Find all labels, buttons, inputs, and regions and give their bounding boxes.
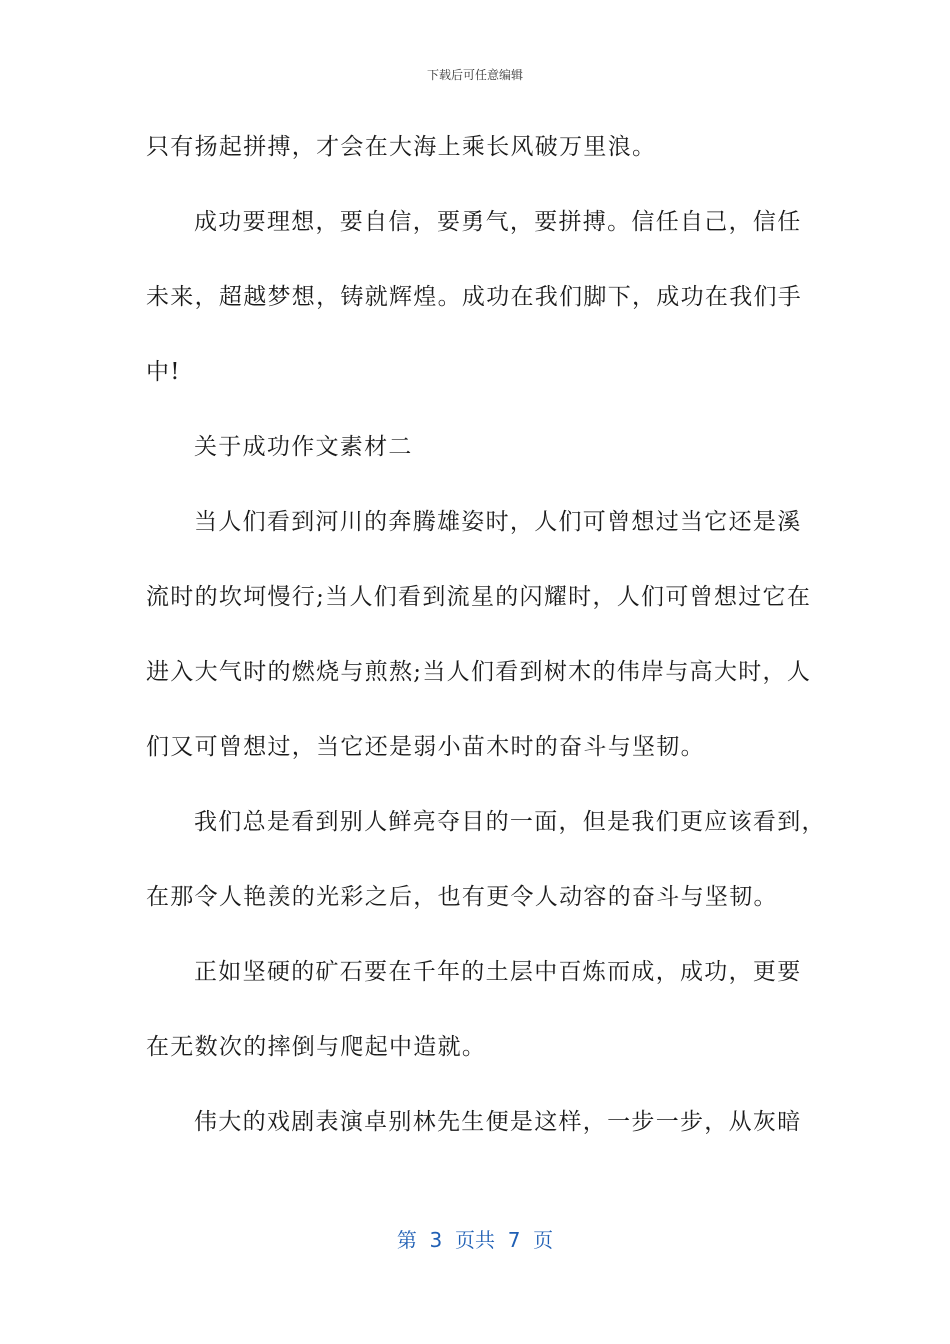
- text-line: 们又可曾想过，当它还是弱小苗木时的奋斗与坚韧。: [146, 734, 705, 760]
- text-line: 只有扬起拼搏，才会在大海上乘长风破万里浪。: [146, 134, 657, 160]
- text-line: 我们总是看到别人鲜亮夺目的一面，但是我们更应该看到，: [194, 809, 826, 835]
- text-line: 进入大气时的燃烧与煎熬;当人们看到树木的伟岸与高大时，人: [146, 659, 812, 685]
- page-header-note: 下载后可任意编辑: [426, 68, 523, 82]
- text-line: 在那令人艳羡的光彩之后，也有更令人动容的奋斗与坚韧。: [146, 884, 778, 910]
- text-line: 在无数次的摔倒与爬起中造就。: [146, 1034, 487, 1060]
- text-line: 伟大的戏剧表演卓别林先生便是这样，一步一步，从灰暗: [194, 1109, 802, 1135]
- page-number: 第 3 页共 7 页: [396, 1228, 554, 1252]
- text-line: 中!: [146, 359, 181, 385]
- text-line: 当人们看到河川的奔腾雄姿时，人们可曾想过当它还是溪: [194, 509, 802, 535]
- text-line: 成功要理想，要自信，要勇气，要拼搏。信任自己，信任: [194, 209, 802, 235]
- text-line: 流时的坎坷慢行;当人们看到流星的闪耀时，人们可曾想过它在: [146, 584, 812, 610]
- text-line: 正如坚硬的矿石要在千年的土层中百炼而成，成功，更要: [194, 959, 802, 985]
- section-heading: 关于成功作文素材二: [194, 434, 413, 460]
- text-line: 未来，超越梦想，铸就辉煌。成功在我们脚下，成功在我们手: [146, 284, 803, 310]
